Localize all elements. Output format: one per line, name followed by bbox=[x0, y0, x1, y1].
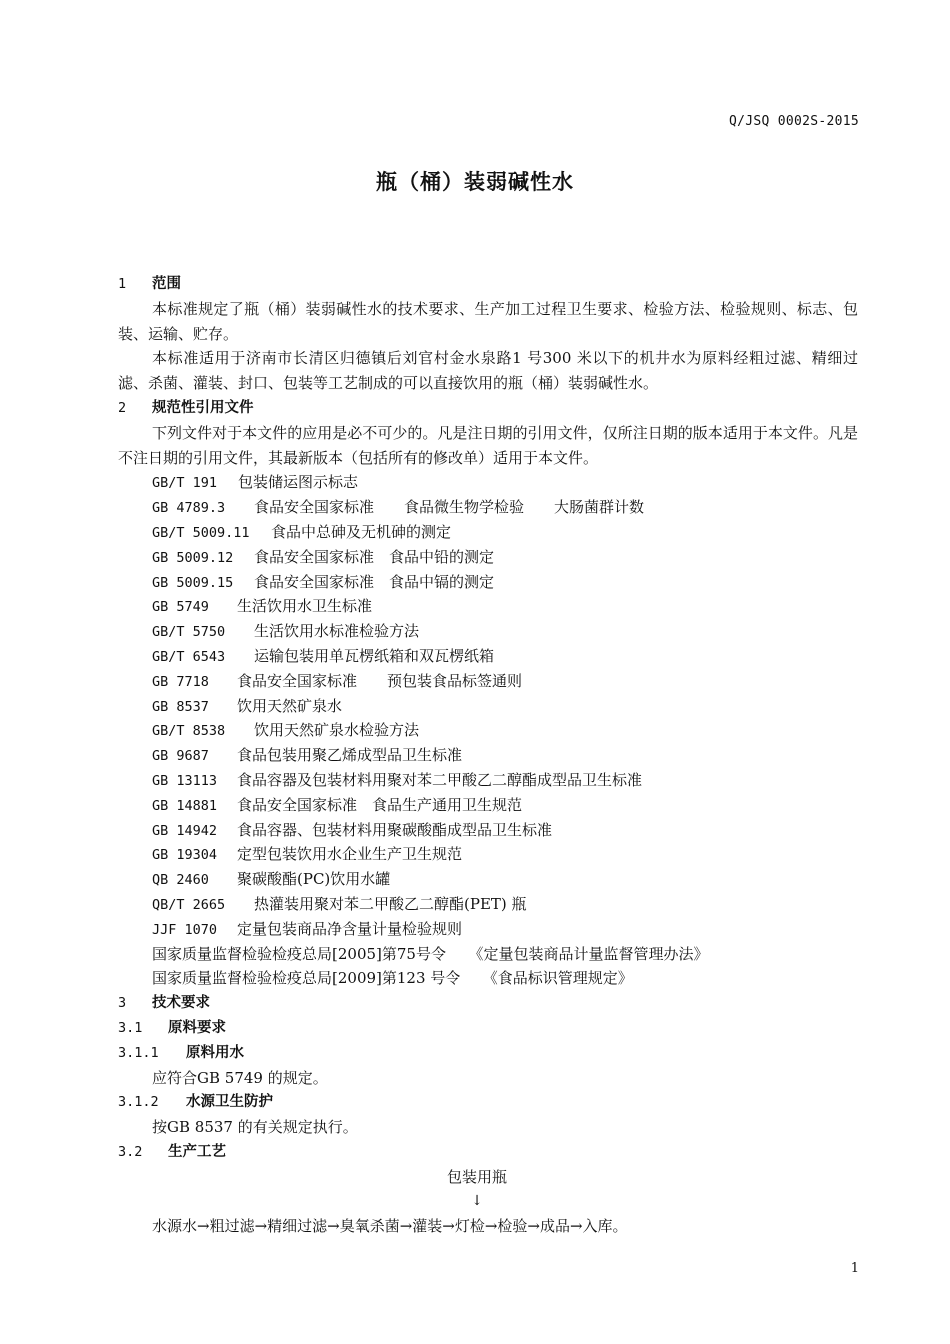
reference-list bbox=[118, 470, 858, 991]
section-3-1-1-text: 应符合GB 5749 的规定。 bbox=[152, 1068, 328, 1087]
reference-code: GB/T 5009.11 bbox=[152, 524, 250, 541]
section-title: 水源卫生防护 bbox=[186, 1094, 273, 1111]
reference-item bbox=[118, 594, 858, 619]
reference-item bbox=[118, 495, 858, 520]
reference-title: 食品包装用聚乙烯成型品卫生标准 bbox=[237, 746, 463, 765]
reference-title: 国家质量监督检验检疫总局[2009]第123 号令 《食品标识管理规定》 bbox=[152, 969, 633, 988]
section-3-2-heading bbox=[118, 1140, 858, 1165]
reference-item bbox=[118, 570, 858, 595]
document-body bbox=[118, 272, 858, 1239]
reference-code: GB 19304 bbox=[152, 847, 218, 864]
section-3-1-2-text: 按GB 8537 的有关规定执行。 bbox=[152, 1118, 358, 1137]
flow-main-sequence: 水源水→粗过滤→精细过滤→臭氧杀菌→灌装→灯检→检验→成品→入库。 bbox=[152, 1217, 628, 1236]
reference-title: 食品安全国家标准 食品中镉的测定 bbox=[254, 572, 495, 591]
reference-code: GB/T 6543 bbox=[152, 648, 226, 665]
reference-item bbox=[118, 793, 858, 818]
reference-item bbox=[118, 619, 858, 644]
reference-code: QB 2460 bbox=[152, 872, 209, 889]
reference-item bbox=[118, 917, 858, 942]
reference-title: 热灌装用聚对苯二甲酸乙二醇酯(PET) 瓶 bbox=[254, 894, 527, 913]
reference-title: 食品安全国家标准 食品生产通用卫生规范 bbox=[237, 795, 523, 814]
document-title: 瓶（桶）装弱碱性水 bbox=[376, 170, 574, 194]
reference-title: 生活饮用水标准检验方法 bbox=[254, 622, 420, 641]
section-number: 3.1.1 bbox=[118, 1044, 159, 1061]
process-flow bbox=[118, 1165, 858, 1239]
reference-item bbox=[118, 768, 858, 793]
reference-title: 定量包装商品净含量计量检验规则 bbox=[237, 919, 463, 938]
reference-title: 国家质量监督检验检疫总局[2005]第75号令 《定量包装商品计量监督管理办法》 bbox=[152, 944, 709, 963]
reference-title: 饮用天然矿泉水 bbox=[237, 696, 343, 715]
reference-title: 聚碳酸酯(PC)饮用水罐 bbox=[237, 870, 391, 889]
reference-item bbox=[118, 694, 858, 719]
section-title: 范围 bbox=[152, 276, 181, 292]
section-title: 生产工艺 bbox=[168, 1143, 226, 1160]
section-1-paragraph-2: 本标准适用于济南市长清区归德镇后刘官村金水泉路1 号300 米以下的机井水为原料经粗过滤、精细过滤、杀菌、灌装、封口、包装等工艺制成的可以直接饮用的瓶（桶）装弱碱性水。 bbox=[118, 349, 858, 393]
section-title: 原料用水 bbox=[186, 1044, 244, 1061]
reference-code: GB 13113 bbox=[152, 772, 218, 789]
reference-code: GB/T 191 bbox=[152, 475, 218, 492]
section-number: 3.2 bbox=[118, 1143, 143, 1160]
section-number: 1 bbox=[118, 276, 127, 292]
reference-item bbox=[118, 743, 858, 768]
section-2-heading bbox=[118, 396, 858, 421]
standard-code: Q/JSQ 0002S-2015 bbox=[728, 114, 859, 129]
section-number: 2 bbox=[118, 399, 127, 416]
reference-title: 食品安全国家标准 食品微生物学检验 大肠菌群计数 bbox=[254, 498, 645, 517]
reference-title: 生活饮用水卫生标准 bbox=[237, 597, 373, 616]
section-3-1-2-heading bbox=[118, 1090, 858, 1115]
reference-title: 食品安全国家标准 食品中铅的测定 bbox=[254, 547, 495, 566]
reference-title: 饮用天然矿泉水检验方法 bbox=[254, 721, 420, 740]
reference-item bbox=[118, 520, 858, 545]
section-title: 规范性引用文件 bbox=[152, 399, 254, 416]
section-title: 技术要求 bbox=[152, 995, 210, 1012]
section-1-paragraph-1: 本标准规定了瓶（桶）装弱碱性水的技术要求、生产加工过程卫生要求、检验方法、检验规则、标志、包装、运输、贮存。 bbox=[118, 299, 858, 343]
reference-title: 包装储运图示标志 bbox=[238, 473, 359, 492]
section-3-heading bbox=[118, 991, 858, 1016]
section-number: 3 bbox=[118, 995, 127, 1012]
reference-item bbox=[118, 842, 858, 867]
reference-item bbox=[118, 892, 858, 917]
reference-item bbox=[118, 470, 858, 495]
section-title: 原料要求 bbox=[168, 1019, 226, 1036]
reference-title: 食品容器、包装材料用聚碳酸酯成型品卫生标准 bbox=[237, 820, 553, 839]
reference-code: GB 4789.3 bbox=[152, 500, 226, 517]
reference-title: 食品容器及包装材料用聚对苯二甲酸乙二醇酯成型品卫生标准 bbox=[237, 770, 643, 789]
reference-code: GB 14942 bbox=[152, 822, 218, 839]
reference-title: 食品安全国家标准 预包装食品标签通则 bbox=[237, 671, 523, 690]
reference-title: 定型包装饮用水企业生产卫生规范 bbox=[237, 845, 463, 864]
section-2-paragraph: 下列文件对于本文件的应用是必不可少的。凡是注日期的引用文件，仅所注日期的版本适用于本文件。凡是不注日期的引用文件，其最新版本（包括所有的修改单）适用于本文件。 bbox=[118, 423, 858, 467]
reference-item bbox=[118, 867, 858, 892]
reference-item bbox=[118, 818, 858, 843]
reference-code: GB 14881 bbox=[152, 797, 218, 814]
flow-bottle-input: 包装用瓶 bbox=[446, 1167, 507, 1186]
reference-code: GB 5749 bbox=[152, 599, 209, 616]
section-3-1-heading bbox=[118, 1016, 858, 1041]
section-number: 3.1.2 bbox=[118, 1094, 159, 1111]
reference-code: GB 7718 bbox=[152, 673, 209, 690]
reference-title: 食品中总砷及无机砷的测定 bbox=[271, 522, 452, 541]
reference-code: QB/T 2665 bbox=[152, 896, 226, 913]
reference-code: GB 5009.15 bbox=[152, 574, 234, 591]
section-number: 3.1 bbox=[118, 1019, 143, 1036]
reference-title: 运输包装用单瓦楞纸箱和双瓦楞纸箱 bbox=[254, 646, 495, 665]
page-number: 1 bbox=[850, 1261, 859, 1276]
reference-code: GB 9687 bbox=[152, 748, 209, 765]
reference-item bbox=[118, 718, 858, 743]
reference-code: GB 5009.12 bbox=[152, 549, 234, 566]
reference-code: GB/T 8538 bbox=[152, 723, 226, 740]
reference-item bbox=[118, 669, 858, 694]
reference-code: JJF 1070 bbox=[152, 921, 218, 938]
section-1-heading bbox=[118, 272, 858, 297]
reference-code: GB/T 5750 bbox=[152, 624, 226, 641]
reference-item bbox=[118, 966, 858, 991]
flow-down-arrow-icon: ↓ bbox=[471, 1193, 483, 1210]
reference-code: GB 8537 bbox=[152, 698, 209, 715]
section-3-1-1-heading bbox=[118, 1041, 858, 1066]
reference-item bbox=[118, 644, 858, 669]
reference-item bbox=[118, 545, 858, 570]
reference-item bbox=[118, 942, 858, 967]
